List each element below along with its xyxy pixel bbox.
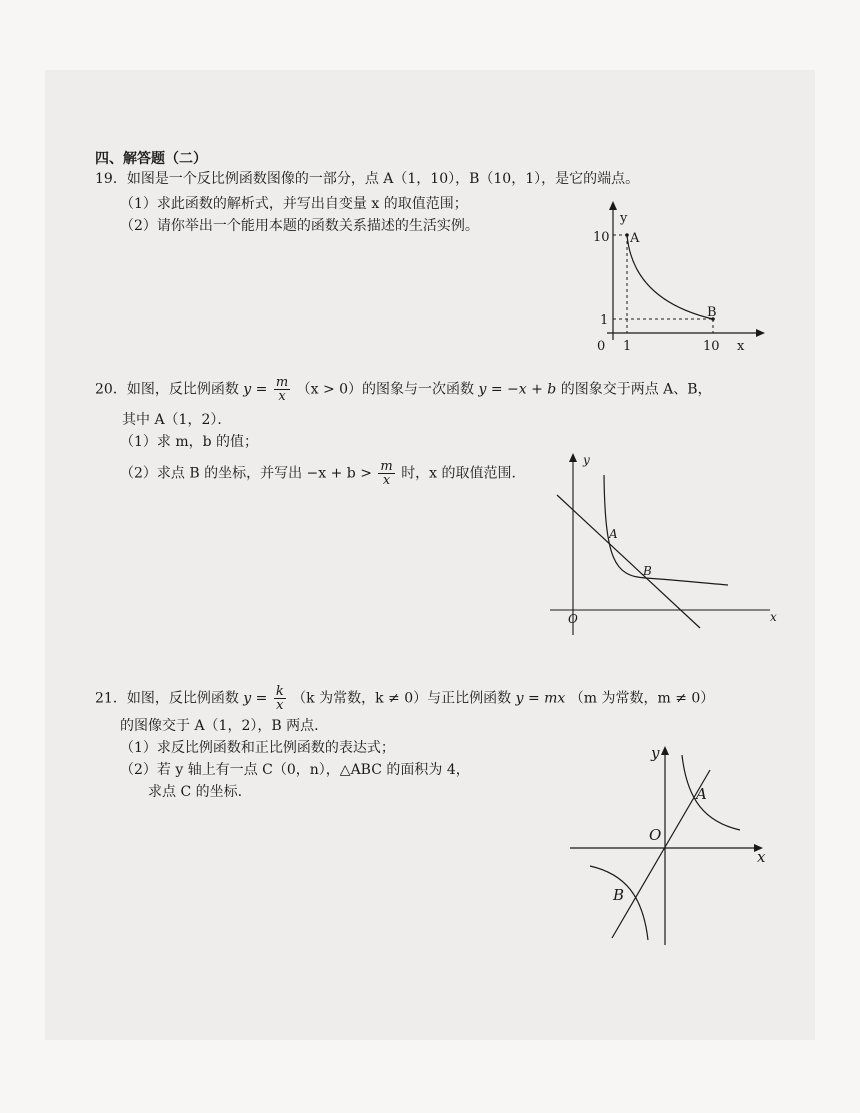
q21-label-b: B xyxy=(613,886,625,904)
q19-label-a: A xyxy=(630,231,640,246)
q19-ytick-1: 1 xyxy=(600,313,609,328)
q21-stem xyxy=(95,685,714,712)
q21-eq1-lhs: y = xyxy=(243,690,268,707)
q20-x-label: x xyxy=(770,610,777,624)
q19-xtick-1: 1 xyxy=(623,339,632,354)
q20-part2-frac xyxy=(378,460,394,487)
q20-part2-suffix: 时，x 的取值范围. xyxy=(401,465,516,482)
q20-part1: （1）求 m，b 的值； xyxy=(120,434,259,450)
q20-part2-prefix: （2）求点 B 的坐标，并写出 −x + b > xyxy=(120,465,372,482)
q21-y-label: y xyxy=(651,744,660,762)
q20-origin-label: O xyxy=(568,612,578,626)
section-title: 四、解答题（二） xyxy=(95,151,207,167)
q19-point-a xyxy=(625,233,629,237)
q21-y-arrow xyxy=(661,746,669,755)
q20-y-label: y xyxy=(583,453,590,467)
q19-stem: 19．如图是一个反比例函数图像的一部分，点 A（1，10），B（10，1），是它的端点。 xyxy=(95,171,640,187)
q20-stem-end: 的图象交于两点 A、B， xyxy=(560,381,712,398)
q20-stem xyxy=(95,376,712,403)
q19-y-label: y xyxy=(620,211,628,226)
q20-y-arrow xyxy=(569,453,577,462)
q19-part2: （2）请你举出一个能用本题的函数关系描述的生活实例。 xyxy=(120,218,479,234)
q20-line2: 其中 A（1，2）． xyxy=(122,412,232,428)
q21-frac-num: k xyxy=(275,684,284,699)
q19-graph xyxy=(585,200,770,355)
q20-label-b: B xyxy=(643,564,652,578)
q20-hyperbola xyxy=(604,475,728,585)
q21-line2: 的图像交于 A（1，2），B 两点. xyxy=(120,718,319,734)
q20-eq2: y = −x + b xyxy=(478,381,557,398)
q19-y-arrow xyxy=(609,201,617,210)
q19-curve xyxy=(627,235,713,319)
q21-label-a: A xyxy=(696,785,707,803)
q21-hyperbola-q1 xyxy=(682,755,740,830)
q20-part2-frac-den: x xyxy=(382,473,391,488)
q21-frac-den: x xyxy=(276,698,284,713)
q20-graph xyxy=(545,450,785,640)
q21-x-label: x xyxy=(757,848,766,866)
q21-frac xyxy=(274,685,286,712)
q19-x-arrow xyxy=(756,329,765,337)
q19-origin-label: 0 xyxy=(597,339,606,354)
q20-stem-mid: 的图象与一次函数 xyxy=(362,381,475,398)
q19-part1: （1）求此函数的解析式，并写出自变量 x 的取值范围； xyxy=(120,196,468,212)
q20-frac-den: x xyxy=(278,389,286,404)
q20-line xyxy=(557,495,700,628)
q20-eq1-lhs: y = xyxy=(243,381,268,398)
q21-graph xyxy=(565,740,780,950)
q21-stem-prefix: 21．如图，反比例函数 xyxy=(95,690,239,707)
q19-ytick-10: 10 xyxy=(593,230,610,245)
q21-part1: （1）求反比例函数和正比例函数的表达式； xyxy=(120,740,395,756)
q20-part2-frac-num: m xyxy=(380,459,393,474)
q20-frac-num: m xyxy=(275,375,289,390)
q20-label-a: A xyxy=(609,527,618,541)
q19-xtick-10: 10 xyxy=(703,339,720,354)
q21-stem-mid: （k 为常数，k ≠ 0）与正比例函数 xyxy=(292,690,512,707)
q20-cond: （x > 0） xyxy=(296,381,363,398)
q21-part2b: 求点 C 的坐标. xyxy=(148,784,243,800)
q20-stem-prefix: 20．如图，反比例函数 xyxy=(95,381,239,398)
q20-frac xyxy=(274,376,290,403)
q19-label-b: B xyxy=(707,305,717,320)
q21-stem-end: （m 为常数，m ≠ 0） xyxy=(569,690,715,707)
q19-x-label: x xyxy=(737,339,745,354)
q20-part2 xyxy=(120,460,516,487)
q21-part2: （2）若 y 轴上有一点 C（0，n），△ABC 的面积为 4， xyxy=(120,762,470,778)
q21-eq2: y = mx xyxy=(515,690,566,707)
q21-origin-label: O xyxy=(649,826,662,844)
